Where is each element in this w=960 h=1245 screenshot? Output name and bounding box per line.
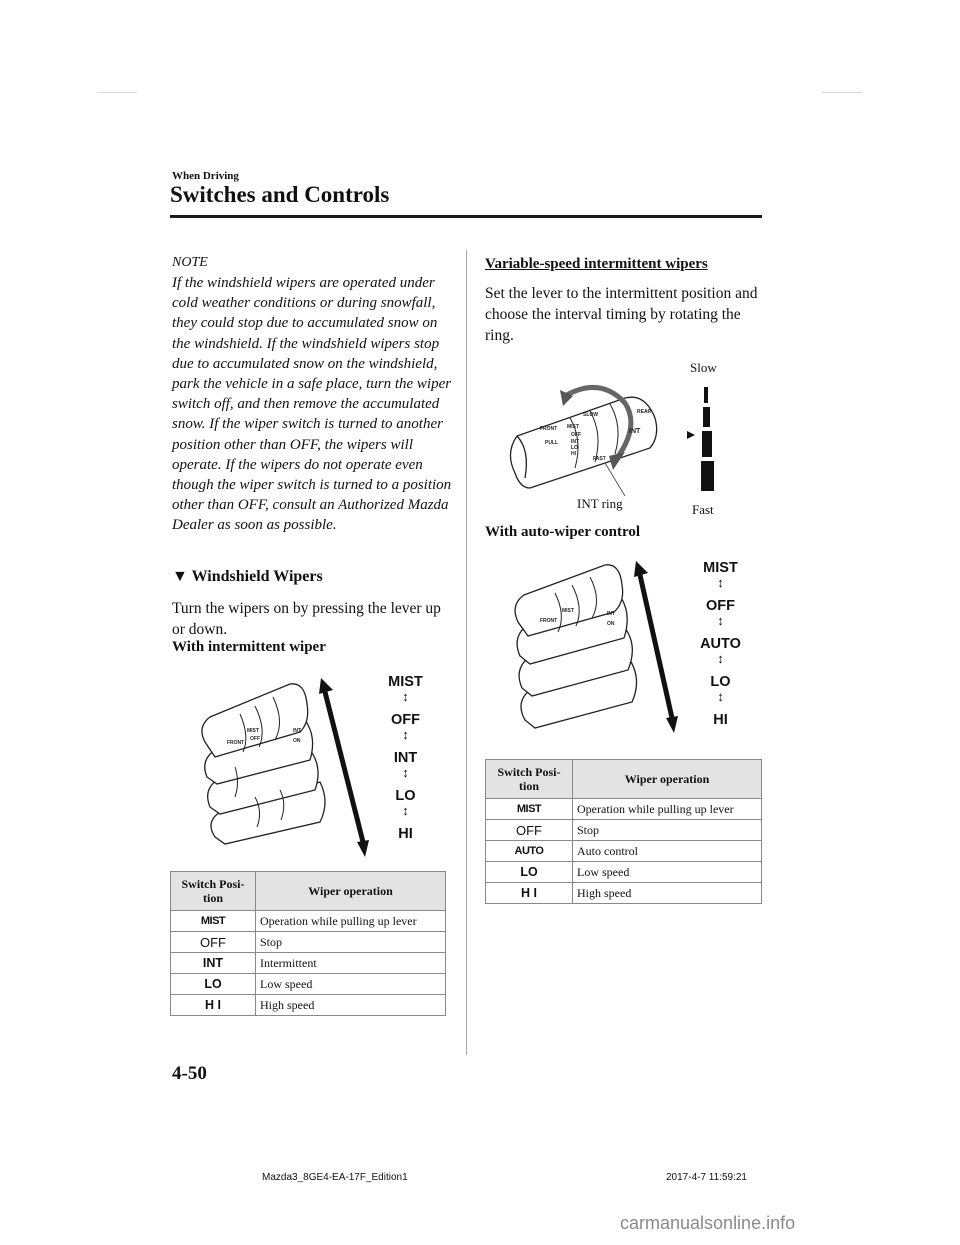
triangle-down-icon: ▼ — [172, 568, 188, 585]
updown-arrow-icon: ↕ — [402, 689, 409, 704]
variable-intro: Set the lever to the intermittent position and choose the interval timing by rotating the ring. — [485, 285, 758, 344]
label-slow: Slow — [690, 360, 717, 375]
lever-mark-on: ON — [607, 621, 615, 627]
footer-doc-id: Mazda3_8GE4-EA-17F_Edition1 — [262, 1172, 408, 1183]
wiper-lever-illustration — [195, 672, 375, 862]
position-off: OFF — [391, 712, 420, 728]
lever-body — [510, 397, 656, 488]
position-off: OFF — [706, 598, 735, 614]
page-number: 4-50 — [172, 1063, 207, 1084]
position-int: INT — [393, 750, 418, 766]
lever-mark-hi: HI — [571, 451, 576, 457]
column-divider — [466, 250, 467, 1055]
updown-arrow-icon: ↕ — [402, 727, 409, 742]
position-lo: LO — [395, 788, 416, 804]
footer-timestamp: 2017-4-7 11:59:21 — [666, 1172, 747, 1183]
table-header-operation: Wiper operation — [256, 872, 446, 911]
updown-arrow-icon: ↕ — [717, 689, 724, 704]
position-lo: LO — [710, 674, 731, 690]
lever-mark-off: OFF — [250, 736, 260, 742]
wiper-table-intermittent — [170, 871, 446, 1016]
table-header-operation: Wiper operation — [573, 760, 762, 799]
lever-mark-lo: LO — [571, 445, 578, 451]
lever-mark-front: FRONT — [540, 426, 558, 432]
section-label: When Driving — [172, 170, 239, 182]
double-arrow-icon — [634, 561, 678, 733]
title-rule — [170, 215, 762, 218]
wiper-table-auto — [485, 759, 762, 904]
lever-mark-int: INT — [571, 439, 580, 445]
lever-mark-slow: SLOW — [583, 412, 598, 418]
position-auto: AUTO — [700, 636, 741, 652]
table-row: LO Low speed — [171, 974, 446, 995]
lever-mark-front: FRONT — [540, 618, 558, 624]
lever-mark-rear: REAR — [637, 409, 652, 415]
note-text: If the windshield wipers are operated under cold weather conditions or during snowfall, they could stop due to accumulated snow on the windshield. If the windshield wipers stop due to accumulated snow on the windshield, park the vehicle in a safe place, turn the wiper switch off, and then remove the accumulated snow. If the wiper switch is turned to another position other than OFF, the wipers will operate. If the wipers do not operate even though the wiper switch is turned to a position other than OFF, consult an Authorized Mazda Dealer as soon as possible. — [172, 275, 452, 534]
table-row: OFF Stop — [486, 820, 762, 841]
table-row: LO Low speed — [486, 862, 762, 883]
lever-mark-pull: PULL — [545, 440, 559, 446]
table-header-position: Switch Posi-tion — [486, 760, 573, 799]
crop-mark — [97, 92, 137, 93]
table-row: MIST Operation while pulling up lever — [486, 799, 762, 820]
auto-wiper-subhead: With auto-wiper control — [485, 524, 641, 540]
lever-mark-int: INT — [293, 728, 302, 734]
int-ring-illustration — [505, 378, 670, 498]
lever-mark-int: INT — [607, 611, 616, 617]
position-hi: HI — [398, 826, 413, 842]
position-sequence-auto — [693, 560, 748, 728]
updown-arrow-icon: ↕ — [402, 765, 409, 780]
table-row: MIST Operation while pulling up lever — [171, 911, 446, 932]
variable-speed-heading: Variable-speed intermittent wipers — [485, 256, 708, 272]
lever-mark-mist: MIST — [562, 608, 574, 614]
table-row: AUTO Auto control — [486, 841, 762, 862]
crop-mark — [822, 92, 862, 93]
double-arrow-icon — [319, 678, 369, 857]
lever-mark-on: ON — [293, 738, 301, 744]
position-mist: MIST — [388, 674, 423, 690]
position-mist: MIST — [703, 560, 738, 576]
windshield-intro: Turn the wipers on by pressing the lever up or down. — [172, 600, 441, 638]
position-hi: HI — [713, 712, 728, 728]
updown-arrow-icon: ↕ — [717, 575, 724, 590]
lever-mark-off: OFF — [571, 432, 581, 438]
table-row: OFF Stop — [171, 932, 446, 953]
section-heading — [172, 568, 323, 586]
speed-scale-icon — [685, 381, 725, 493]
note-label: NOTE — [172, 255, 208, 270]
intermittent-subhead: With intermittent wiper — [172, 639, 326, 655]
lever-mark-fast: FAST — [593, 456, 606, 462]
lever-mark-mist: MIST — [567, 424, 579, 430]
lever-mark-int: INT — [629, 428, 641, 435]
table-row: H I High speed — [171, 995, 446, 1016]
label-int-ring: INT ring — [577, 496, 623, 511]
updown-arrow-icon: ↕ — [402, 803, 409, 818]
page-title: Switches and Controls — [170, 182, 390, 207]
table-header-position: Switch Posi-tion — [171, 872, 256, 911]
label-fast: Fast — [692, 502, 714, 517]
lever-mark-mist: MIST — [247, 728, 259, 734]
updown-arrow-icon: ↕ — [717, 651, 724, 666]
table-row: INT Intermittent — [171, 953, 446, 974]
position-sequence — [378, 674, 433, 842]
auto-wiper-lever-illustration — [510, 560, 690, 740]
table-row: H I High speed — [486, 883, 762, 904]
updown-arrow-icon: ↕ — [717, 613, 724, 628]
lever-mark-front: FRONT — [227, 740, 245, 746]
watermark: carmanualsonline.info — [620, 1213, 796, 1233]
section-heading-text: Windshield Wipers — [191, 568, 323, 585]
